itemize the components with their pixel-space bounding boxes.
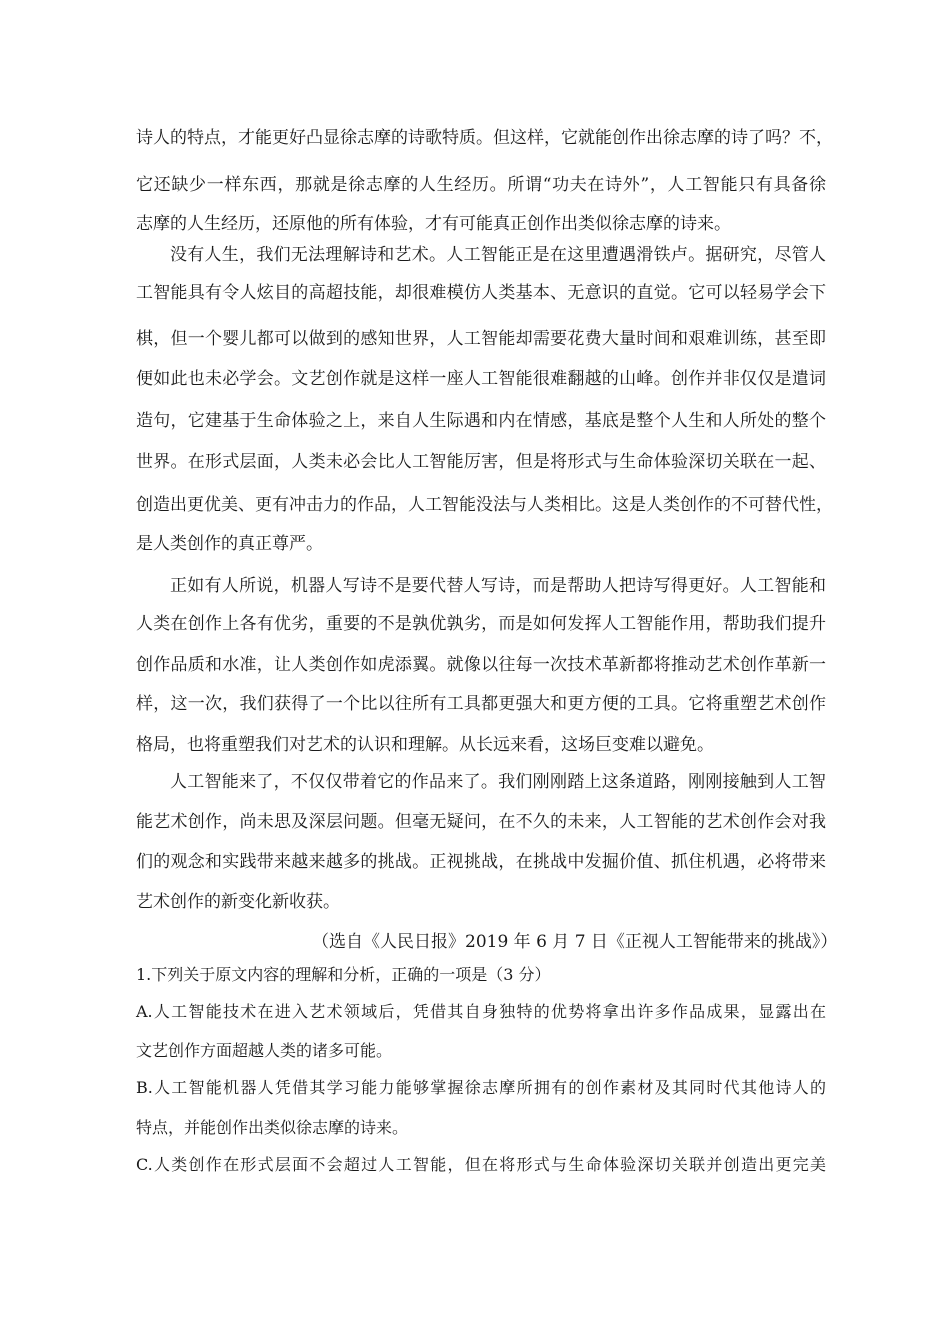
passage-line: 样，这一次，我们获得了一个比以往所有工具都更强大和更方便的工具。它将重塑艺术创作 bbox=[136, 694, 826, 714]
passage-line: 造句，它建基于生命体验之上，来自人生际遇和内在情感，基底是整个人生和人所处的整个 bbox=[136, 411, 826, 431]
option-b: B.人工智能机器人凭借其学习能力能够掌握徐志摩所拥有的创作素材及其同时代其他诗人的 bbox=[136, 1078, 826, 1097]
passage-line: 世界。在形式层面，人类未必会比人工智能厉害，但是将形式与生命体验深切关联在一起、 bbox=[136, 452, 826, 472]
passage-line: 棋，但一个婴儿都可以做到的感知世界，人工智能却需要花费大量时间和艰难训练，甚至即 bbox=[136, 329, 826, 349]
passage-line: 人类在创作上各有优劣，重要的不是孰优孰劣，而是如何发挥人工智能作用，帮助我们提升 bbox=[136, 614, 826, 634]
passage-line: 创作品质和水准，让人类创作如虎添翼。就像以往每一次技术革新都将推动艺术创作革新一 bbox=[136, 655, 826, 675]
passage-line: 们的观念和实践带来越来越多的挑战。正视挑战，在挑战中发掘价值、抓住机遇，必将带来 bbox=[136, 852, 826, 872]
passage-line: 人工智能来了，不仅仅带着它的作品来了。我们刚刚踏上这条道路，刚刚接触到人工智 bbox=[170, 772, 826, 792]
source-citation: （选自《人民日报》2019 年 6 月 7 日《正视人工智能带来的挑战》） bbox=[312, 932, 838, 952]
option-b-cont: 特点，并能创作出类似徐志摩的诗来。 bbox=[136, 1118, 409, 1137]
option-a: A.人工智能技术在进入艺术领域后，凭借其自身独特的优势将拿出许多作品成果，显露出在 bbox=[136, 1002, 826, 1021]
passage-line: 正如有人所说，机器人写诗不是要代替人写诗，而是帮助人把诗写得更好。人工智能和 bbox=[170, 576, 826, 596]
passage-line: 艺术创作的新变化新收获。 bbox=[136, 892, 340, 912]
passage-line: 诗人的特点，才能更好凸显徐志摩的诗歌特质。但这样，它就能创作出徐志摩的诗了吗？不， bbox=[136, 128, 833, 148]
passage-line: 是人类创作的真正尊严。 bbox=[136, 534, 323, 554]
passage-line: 便如此也未必学会。文艺创作就是这样一座人工智能很难翻越的山峰。创作并非仅仅是遣词 bbox=[136, 369, 826, 389]
passage-line: 工智能具有令人炫目的高超技能，却很难模仿人类基本、无意识的直觉。它可以轻易学会下 bbox=[136, 283, 826, 303]
passage-line: 它还缺少一样东西，那就是徐志摩的人生经历。所谓“功夫在诗外”，人工智能只有具备徐 bbox=[136, 175, 826, 195]
passage-line: 没有人生，我们无法理解诗和艺术。人工智能正是在这里遭遇滑铁卢。据研究，尽管人 bbox=[170, 245, 826, 265]
passage-line: 能艺术创作，尚未思及深层问题。但毫无疑问，在不久的未来，人工智能的艺术创作会对我 bbox=[136, 812, 826, 832]
passage-line: 创造出更优美、更有冲击力的作品，人工智能没法与人类相比。这是人类创作的不可替代性， bbox=[136, 495, 833, 515]
option-c: C.人类创作在形式层面不会超过人工智能，但在将形式与生命体验深切关联并创造出更完美 bbox=[136, 1155, 826, 1174]
passage-line: 格局，也将重塑我们对艺术的认识和理解。从长远来看，这场巨变难以避免。 bbox=[136, 735, 714, 755]
passage-line: 志摩的人生经历，还原他的所有体验，才有可能真正创作出类似徐志摩的诗来。 bbox=[136, 214, 731, 234]
question-stem: 1.下列关于原文内容的理解和分析，正确的一项是（3 分） bbox=[136, 965, 551, 984]
option-a-cont: 文艺创作方面超越人类的诸多可能。 bbox=[136, 1041, 393, 1060]
